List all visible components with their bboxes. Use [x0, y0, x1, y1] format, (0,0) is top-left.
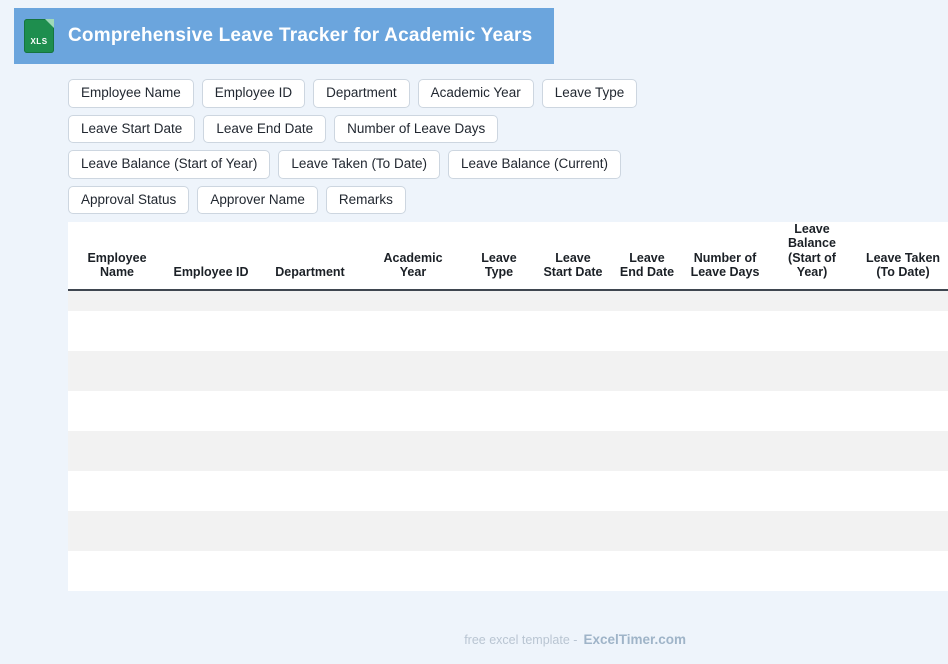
table-cell[interactable] [364, 431, 462, 451]
table-cell[interactable] [364, 451, 462, 471]
table-cell[interactable] [364, 411, 462, 431]
table-cell[interactable] [858, 351, 948, 371]
chip-approval-status[interactable]: Approval Status [68, 186, 189, 215]
table-cell[interactable] [610, 371, 684, 391]
chip-row [68, 186, 658, 215]
table-cell[interactable] [684, 571, 766, 591]
table-cell[interactable] [536, 451, 610, 471]
table-row[interactable] [68, 411, 948, 431]
table-cell[interactable] [536, 571, 610, 591]
table-cell[interactable] [462, 551, 536, 571]
table-cell[interactable] [858, 491, 948, 511]
chip-remarks[interactable]: Remarks [326, 186, 406, 215]
table-cell[interactable] [610, 391, 684, 411]
table-cell[interactable] [462, 431, 536, 451]
table-cell[interactable] [610, 471, 684, 491]
table-cell[interactable] [364, 551, 462, 571]
table-cell[interactable] [256, 371, 364, 391]
chip-number-of-leave-days[interactable]: Number of Leave Days [334, 115, 498, 144]
table-cell[interactable] [256, 331, 364, 351]
table-cell[interactable] [684, 511, 766, 531]
table-cell[interactable] [364, 511, 462, 531]
table-cell[interactable] [68, 391, 166, 411]
table-cell[interactable] [256, 571, 364, 591]
table-cell[interactable] [684, 411, 766, 431]
table-cell[interactable] [462, 531, 536, 551]
column-header-leave-end-date[interactable]: Leave End Date [610, 222, 684, 290]
footer-text: free excel template - [464, 633, 578, 647]
column-header-leave-type[interactable]: Leave Type [462, 222, 536, 290]
table-cell[interactable] [610, 351, 684, 371]
table-cell[interactable] [766, 531, 858, 551]
table-cell[interactable] [536, 511, 610, 531]
table-cell[interactable] [684, 551, 766, 571]
table-row[interactable] [68, 311, 948, 331]
table-cell[interactable] [766, 331, 858, 351]
table-cell[interactable] [364, 371, 462, 391]
xls-file-icon [24, 19, 54, 53]
table-cell[interactable] [68, 431, 166, 451]
table-cell[interactable] [166, 331, 256, 351]
table-cell[interactable] [166, 351, 256, 371]
table-cell[interactable] [256, 511, 364, 531]
table-row[interactable] [68, 571, 948, 591]
page-title: Comprehensive Leave Tracker for Academic Years [68, 25, 533, 46]
chip-leave-balance-current[interactable]: Leave Balance (Current) [448, 150, 621, 179]
table-cell[interactable] [462, 451, 536, 471]
table-cell[interactable] [766, 411, 858, 431]
table-row[interactable] [68, 371, 948, 391]
table-cell[interactable] [858, 371, 948, 391]
table-cell[interactable] [766, 431, 858, 451]
table-cell[interactable] [610, 411, 684, 431]
column-header-number-of-leave-days[interactable]: Number of Leave Days [684, 222, 766, 290]
table-cell[interactable] [364, 471, 462, 491]
chip-department[interactable]: Department [313, 79, 410, 108]
table-cell[interactable] [166, 511, 256, 531]
column-header-leave-balance-start[interactable]: Leave Balance (Start of Year) [766, 222, 858, 290]
table-cell[interactable] [462, 331, 536, 351]
footer [464, 632, 686, 647]
table-cell[interactable] [462, 371, 536, 391]
table-cell[interactable] [462, 391, 536, 411]
table-cell[interactable] [166, 551, 256, 571]
table-cell[interactable] [166, 371, 256, 391]
table-cell[interactable] [536, 351, 610, 371]
table-cell[interactable] [256, 411, 364, 431]
table-cell[interactable] [536, 371, 610, 391]
table-cell[interactable] [536, 391, 610, 411]
chip-employee-name[interactable]: Employee Name [68, 79, 194, 108]
table-cell[interactable] [364, 531, 462, 551]
table-cell[interactable] [766, 511, 858, 531]
table-cell[interactable] [364, 331, 462, 351]
table-cell[interactable] [766, 551, 858, 571]
table-cell[interactable] [68, 351, 166, 371]
table-cell[interactable] [536, 491, 610, 511]
table-cell[interactable] [766, 471, 858, 491]
table-cell[interactable] [166, 290, 256, 311]
table-cell[interactable] [610, 551, 684, 571]
table-cell[interactable] [462, 471, 536, 491]
table-cell[interactable] [536, 311, 610, 331]
table-cell[interactable] [68, 311, 166, 331]
table-body [68, 290, 948, 591]
table-cell[interactable] [364, 491, 462, 511]
table-cell[interactable] [858, 391, 948, 411]
chip-leave-start-date[interactable]: Leave Start Date [68, 115, 195, 144]
column-header-leave-start-date[interactable]: Leave Start Date [536, 222, 610, 290]
chip-leave-balance-start[interactable]: Leave Balance (Start of Year) [68, 150, 270, 179]
table-cell[interactable] [364, 351, 462, 371]
chip-leave-end-date[interactable]: Leave End Date [203, 115, 326, 144]
table-row[interactable] [68, 331, 948, 351]
table-cell[interactable] [536, 531, 610, 551]
table-cell[interactable] [462, 511, 536, 531]
chip-academic-year[interactable]: Academic Year [418, 79, 534, 108]
table-cell[interactable] [364, 391, 462, 411]
table-cell[interactable] [536, 331, 610, 351]
table-cell[interactable] [858, 571, 948, 591]
table-cell[interactable] [610, 511, 684, 531]
table-cell[interactable] [684, 290, 766, 311]
table-cell[interactable] [68, 511, 166, 531]
table-cell[interactable] [68, 531, 166, 551]
table-cell[interactable] [858, 431, 948, 451]
table-row[interactable] [68, 431, 948, 451]
table-cell[interactable] [166, 471, 256, 491]
chip-employee-id[interactable]: Employee ID [202, 79, 305, 108]
table-cell[interactable] [610, 491, 684, 511]
table-cell[interactable] [684, 311, 766, 331]
column-header-employee-id[interactable]: Employee ID [166, 222, 256, 290]
table-cell[interactable] [256, 451, 364, 471]
chip-leave-taken-to-date[interactable]: Leave Taken (To Date) [278, 150, 440, 179]
table-cell[interactable] [766, 451, 858, 471]
table-cell[interactable] [858, 331, 948, 351]
table-cell[interactable] [256, 311, 364, 331]
table-cell[interactable] [68, 571, 166, 591]
table-cell[interactable] [766, 371, 858, 391]
table-cell[interactable] [610, 571, 684, 591]
table-cell[interactable] [256, 431, 364, 451]
chip-approver-name[interactable]: Approver Name [197, 186, 318, 215]
table-cell[interactable] [536, 411, 610, 431]
footer-brand[interactable]: ExcelTimer.com [583, 632, 686, 647]
table-cell[interactable] [68, 551, 166, 571]
xls-icon-label: XLS [30, 37, 48, 46]
table-cell[interactable] [256, 351, 364, 371]
table-cell[interactable] [610, 531, 684, 551]
table-cell[interactable] [462, 351, 536, 371]
table-cell[interactable] [68, 471, 166, 491]
chip-leave-type[interactable]: Leave Type [542, 79, 638, 108]
table-row[interactable] [68, 511, 948, 531]
table-cell[interactable] [610, 451, 684, 471]
table-row[interactable] [68, 351, 948, 371]
table-row[interactable] [68, 391, 948, 411]
header-bar [14, 8, 554, 64]
table-cell[interactable] [766, 290, 858, 311]
table-row[interactable] [68, 491, 948, 511]
table-cell[interactable] [684, 331, 766, 351]
table-cell[interactable] [256, 551, 364, 571]
table-cell[interactable] [684, 351, 766, 371]
table-cell[interactable] [462, 411, 536, 431]
chip-row [68, 115, 658, 144]
table-cell[interactable] [68, 411, 166, 431]
table-cell[interactable] [68, 491, 166, 511]
table-cell[interactable] [858, 411, 948, 431]
table-cell[interactable] [766, 491, 858, 511]
table-cell[interactable] [166, 391, 256, 411]
table-cell[interactable] [462, 491, 536, 511]
table-cell[interactable] [536, 471, 610, 491]
table-cell[interactable] [166, 571, 256, 591]
table-cell[interactable] [610, 290, 684, 311]
table-cell[interactable] [256, 391, 364, 411]
table-cell[interactable] [610, 311, 684, 331]
table-cell[interactable] [684, 471, 766, 491]
table-cell[interactable] [684, 531, 766, 551]
field-chip-list [68, 79, 658, 221]
table-cell[interactable] [858, 551, 948, 571]
table-row[interactable] [68, 531, 948, 551]
table-cell[interactable] [536, 290, 610, 311]
table-cell[interactable] [536, 551, 610, 571]
column-header-department[interactable]: Department [256, 222, 364, 290]
table-cell[interactable] [858, 511, 948, 531]
table-cell[interactable] [766, 571, 858, 591]
table-cell[interactable] [684, 431, 766, 451]
column-header-employee-name[interactable]: Employee Name [68, 222, 166, 290]
table-row[interactable] [68, 451, 948, 471]
table-cell[interactable] [462, 290, 536, 311]
table-row[interactable] [68, 471, 948, 491]
table-cell[interactable] [166, 451, 256, 471]
table-cell[interactable] [684, 391, 766, 411]
table-cell[interactable] [858, 471, 948, 491]
table-cell[interactable] [858, 451, 948, 471]
table-cell[interactable] [256, 531, 364, 551]
table-header-row [68, 222, 948, 290]
table-cell[interactable] [364, 571, 462, 591]
leave-tracker-table[interactable] [68, 222, 941, 590]
table-cell[interactable] [766, 391, 858, 411]
table-cell[interactable] [256, 491, 364, 511]
table-cell[interactable] [766, 311, 858, 331]
table-cell[interactable] [166, 411, 256, 431]
table-cell[interactable] [536, 431, 610, 451]
table-row[interactable] [68, 551, 948, 571]
chip-row [68, 150, 658, 179]
table-cell[interactable] [610, 331, 684, 351]
table-cell[interactable] [166, 531, 256, 551]
table-cell[interactable] [166, 311, 256, 331]
table-cell[interactable] [610, 431, 684, 451]
table-cell[interactable] [462, 571, 536, 591]
table-cell[interactable] [68, 331, 166, 351]
table-cell[interactable] [166, 491, 256, 511]
table-cell[interactable] [364, 311, 462, 331]
table-cell[interactable] [858, 531, 948, 551]
file-corner-fold [45, 19, 54, 28]
table-cell[interactable] [684, 371, 766, 391]
table-cell[interactable] [766, 351, 858, 371]
column-header-academic-year[interactable]: Academic Year [364, 222, 462, 290]
table-cell[interactable] [68, 371, 166, 391]
table-cell[interactable] [256, 290, 364, 311]
table-cell[interactable] [684, 451, 766, 471]
column-header-leave-taken-to-date[interactable]: Leave Taken (To Date) [858, 222, 948, 290]
table-cell[interactable] [166, 431, 256, 451]
chip-row [68, 79, 658, 108]
table-cell[interactable] [256, 471, 364, 491]
table-row[interactable] [68, 290, 948, 311]
table-cell[interactable] [68, 451, 166, 471]
table-cell[interactable] [364, 290, 462, 311]
table-cell[interactable] [858, 311, 948, 331]
table-cell[interactable] [462, 311, 536, 331]
table-cell[interactable] [858, 290, 948, 311]
table-cell[interactable] [68, 290, 166, 311]
table-cell[interactable] [684, 491, 766, 511]
